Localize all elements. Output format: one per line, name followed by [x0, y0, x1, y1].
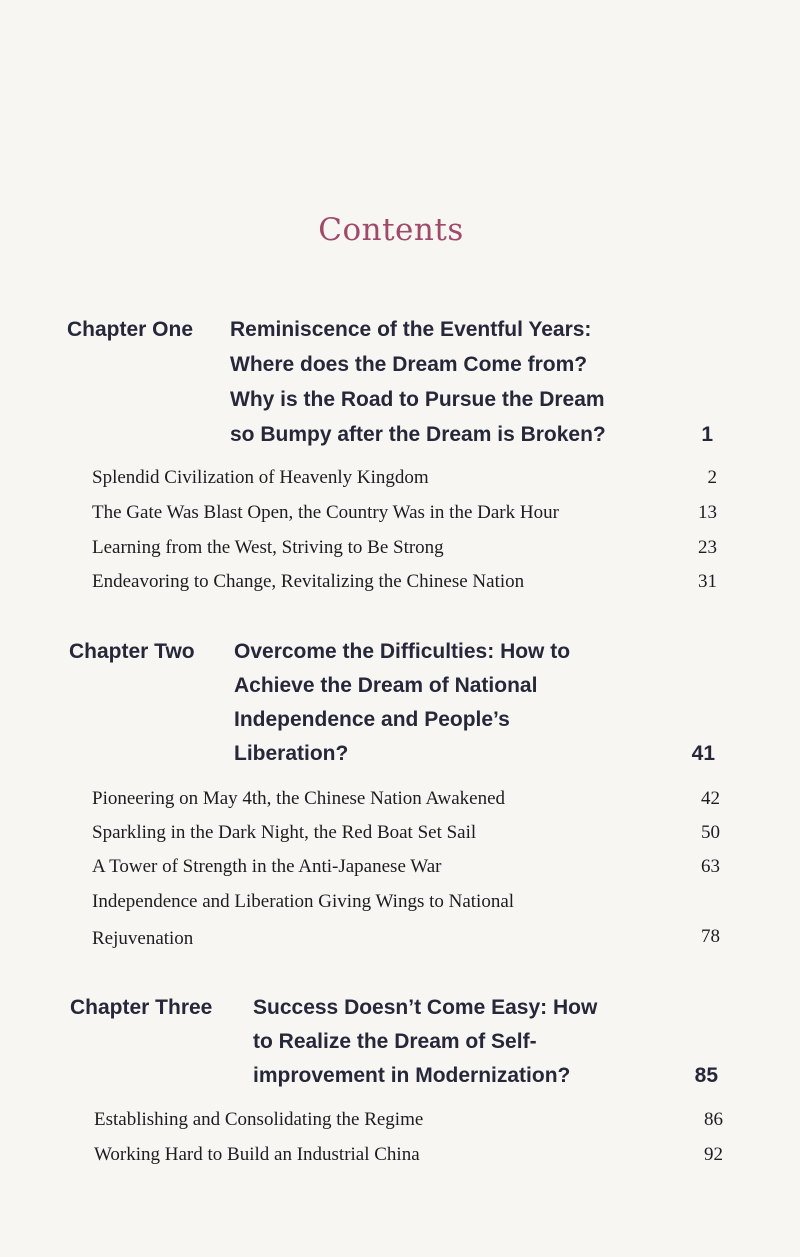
toc-entry: Pioneering on May 4th, the Chinese Nation Awakened: [92, 788, 506, 809]
chapter-title-line: Success Doesn’t Come Easy: How: [253, 996, 598, 1019]
chapter-label: Chapter One: [67, 318, 194, 341]
toc-entry-page: 23: [698, 537, 717, 558]
chapter-title-line: to Realize the Dream of Self-: [253, 1030, 537, 1053]
toc-entry: The Gate Was Blast Open, the Country Was in the Dark Hour: [92, 502, 559, 523]
chapter-page-number: 85: [694, 1064, 718, 1087]
toc-entry: Establishing and Consolidating the Regime: [94, 1109, 424, 1130]
chapter-title-line: Where does the Dream Come from?: [230, 353, 588, 376]
chapter-page-number: 41: [691, 742, 715, 765]
toc-entry-page: 50: [701, 822, 720, 843]
chapter-title-line: so Bumpy after the Dream is Broken?: [230, 423, 606, 446]
toc-entry: Learning from the West, Striving to Be Strong: [92, 537, 444, 558]
toc-entry-page: 86: [704, 1109, 723, 1130]
chapter-label: Chapter Two: [69, 640, 195, 663]
chapter-title-line: Why is the Road to Pursue the Dream: [230, 388, 605, 411]
toc-entry: Endeavoring to Change, Revitalizing the Chinese Nation: [92, 571, 525, 592]
toc-entry: Independence and Liberation Giving Wings to National: [92, 891, 515, 912]
toc-entry-page: 31: [698, 571, 717, 592]
toc-entry-page: 42: [701, 788, 720, 809]
chapter-title-line: Liberation?: [234, 742, 349, 765]
chapter-title-line: improvement in Modernization?: [253, 1064, 571, 1087]
toc-entry: Sparkling in the Dark Night, the Red Boat Set Sail: [92, 822, 477, 843]
chapter-title-line: Independence and People’s: [234, 708, 510, 731]
toc-entry: Splendid Civilization of Heavenly Kingdom: [92, 467, 429, 488]
toc-entry: A Tower of Strength in the Anti-Japanese War: [92, 856, 442, 877]
toc-entry-page: 63: [701, 856, 720, 877]
toc-entry-page: 2: [707, 467, 717, 488]
page-title: Contents: [318, 212, 464, 248]
chapter-title-line: Reminiscence of the Eventful Years:: [230, 318, 592, 341]
chapter-title-line: Overcome the Difficulties: How to: [234, 640, 571, 663]
chapter-label: Chapter Three: [70, 996, 213, 1019]
toc-entry-page: 13: [698, 502, 717, 523]
toc-entry-page: 92: [704, 1144, 723, 1165]
toc-entry-continuation: Rejuvenation: [92, 928, 194, 949]
toc-entry-page: 78: [701, 926, 720, 947]
toc-entry: Working Hard to Build an Industrial China: [94, 1144, 420, 1165]
chapter-title-line: Achieve the Dream of National: [234, 674, 538, 697]
chapter-page-number: 1: [701, 423, 713, 446]
